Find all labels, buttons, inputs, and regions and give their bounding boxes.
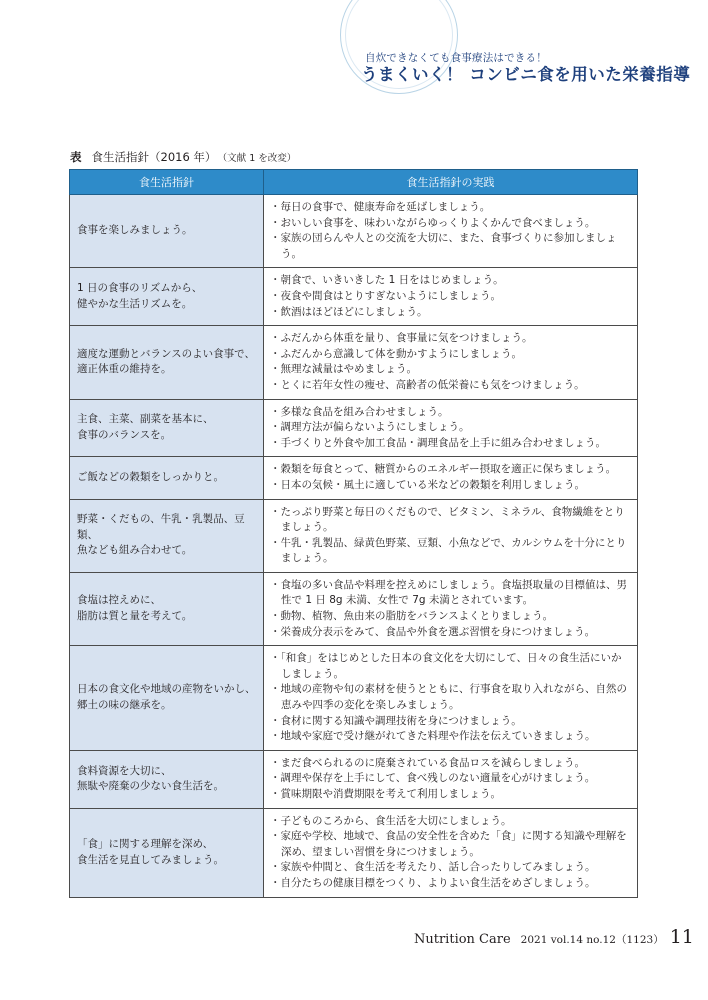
guideline-cell	[70, 195, 264, 268]
magazine-name: Nutrition Care	[414, 932, 511, 947]
practice-item: ・家庭や学校、地域で、食品の安全性を含めた「食」に関する知識や理解を深め、望ましい習慣を身につけましょう。	[270, 830, 627, 858]
practice-cell	[264, 572, 638, 645]
practice-item: ・とくに若年女性の痩せ、高齢者の低栄養にも気をつけましょう。	[270, 378, 585, 391]
header-guideline: 食生活指針	[70, 170, 264, 195]
practice-item: ・地域や家庭で受け継がれてきた料理や作法を伝えていきましょう。	[270, 730, 596, 743]
guideline-text: 食料資源を大切に、	[77, 764, 172, 777]
practice-cell	[264, 750, 638, 808]
practice-item: ・家族や仲間と、食生活を考えたり、話し合ったりしてみましょう。	[270, 861, 596, 874]
practice-cell	[264, 808, 638, 897]
practice-cell	[264, 195, 638, 268]
header-title: うまくいく！ コンビニ食を用いた栄養指導	[361, 65, 691, 84]
header-practice: 食生活指針の実践	[264, 170, 638, 195]
caption-title: 食生活指針（2016 年）	[91, 150, 217, 164]
guideline-text: 野菜・くだもの、牛乳・乳製品、豆類、	[77, 513, 245, 541]
guideline-text: 健やかな生活リズムを。	[77, 297, 193, 310]
guideline-text: 食塩は控えめに、	[77, 594, 161, 607]
table-caption	[70, 149, 296, 165]
table-row	[70, 646, 638, 751]
practice-item: ・自分たちの健康目標をつくり、よりよい食生活をめざしましょう。	[270, 876, 596, 889]
practice-item: ・毎日の食事で、健康寿命を延ばしましょう。	[270, 201, 491, 213]
table-body	[70, 195, 638, 898]
table-row	[70, 268, 638, 326]
table-row	[70, 750, 638, 808]
guideline-text: 魚なども組み合わせて。	[77, 544, 193, 557]
practice-item: ・夜食や間食はとりすぎないようにしましょう。	[270, 289, 501, 302]
practice-item: ・牛乳・乳製品、緑黄色野菜、豆類、小魚などで、カルシウムを十分にとりましょう。	[270, 536, 627, 565]
practice-item: ・穀類を毎食とって、糖質からのエネルギー摂取を適正に保ちましょう。	[270, 463, 617, 476]
practice-item: ・無理な減量はやめましょう。	[270, 363, 417, 376]
guideline-text: 1 日の食事のリズムから、	[77, 282, 203, 295]
practice-item: ・子どものころから、食生活を大切にしましょう。	[270, 814, 512, 827]
table-row	[70, 499, 638, 572]
guideline-cell	[70, 268, 264, 326]
practice-item: ・多様な食品を組み合わせましょう。	[270, 405, 449, 418]
dietary-guidelines-table	[69, 169, 638, 898]
guideline-text: 食生活を見直してみましょう。	[77, 853, 224, 866]
table-row	[70, 326, 638, 399]
table-row	[70, 572, 638, 645]
guideline-text: 無駄や廃棄の少ない食生活を。	[77, 780, 224, 793]
practice-item: ・手づくりと外食や加工食品・調理食品を上手に組み合わせましょう。	[270, 436, 606, 449]
practice-item: ・家族の団らんや人との交流を大切に、また、食事づくりに参加しましょう。	[270, 232, 617, 260]
page-footer	[414, 926, 694, 948]
guideline-cell	[70, 750, 264, 808]
guideline-text: 郷土の味の継承を。	[77, 699, 172, 712]
guideline-cell	[70, 457, 264, 499]
table-row	[70, 399, 638, 457]
practice-item: ・ふだんから体重を量り、食事量に気をつけましょう。	[270, 332, 533, 345]
practice-item: ・飲酒はほどほどにしましょう。	[270, 305, 428, 318]
practice-cell	[264, 457, 638, 499]
guideline-cell	[70, 646, 264, 751]
practice-cell	[264, 326, 638, 399]
practice-item: ・栄養成分表示をみて、食品や外食を選ぶ習慣を身につけましょう。	[270, 625, 596, 638]
practice-item: ・地域の産物や旬の素材を使うとともに、行事食を取り入れながら、自然の恵みや四季の変化を楽しみましょう。	[270, 683, 627, 712]
guideline-text: ご飯などの穀類をしっかりと。	[77, 471, 224, 484]
caption-label: 表	[70, 150, 82, 164]
practice-item: ・おいしい食事を、味わいながらゆっくりよくかんで食べましょう。	[270, 216, 596, 229]
guideline-cell	[70, 572, 264, 645]
guideline-text: 日本の食文化や地域の産物をいかし、	[77, 683, 256, 696]
issue-info: 2021 vol.14 no.12（1123）	[520, 934, 664, 946]
practice-item: ・賞味期限や消費期限を考えて利用しましょう。	[270, 788, 501, 800]
practice-item: ・ふだんから意識して体を動かすようにしましょう。	[270, 347, 522, 360]
practice-item: ・日本の気候・風土に適している米などの穀類を利用しましょう。	[270, 478, 585, 491]
practice-item: ・まだ食べられるのに廃棄されている食品ロスを減らしましょう。	[270, 756, 585, 769]
table-header-row	[70, 170, 638, 195]
table-row	[70, 195, 638, 268]
guideline-cell	[70, 399, 264, 457]
practice-cell	[264, 399, 638, 457]
practice-item: ・調理方法が偏らないようにしましょう。	[270, 421, 470, 434]
guideline-cell	[70, 326, 264, 399]
caption-source: （文献 1 を改変）	[222, 153, 297, 164]
table-row	[70, 457, 638, 499]
practice-item: ・食塩の多い食品や料理を控えめにしましょう。食塩摂取量の目標値は、男性で 1 日 8g 未満、女性で 7g 未満とされています。	[270, 578, 627, 607]
practice-item: ・朝食で、いきいきした 1 日をはじめましょう。	[270, 274, 504, 287]
practice-cell	[264, 499, 638, 572]
table-row	[70, 808, 638, 897]
practice-cell	[264, 268, 638, 326]
practice-item: ・「和食」をはじめとした日本の食文化を大切にして、日々の食生活にいかしましょう。	[270, 652, 622, 680]
guideline-text: 食事のバランスを。	[77, 428, 172, 441]
page-number: 11	[669, 926, 694, 948]
practice-item: ・調理や保存を上手にして、食べ残しのない適量を心がけましょう。	[270, 772, 596, 785]
guideline-text: 適正体重の維持を。	[77, 363, 172, 376]
guideline-cell	[70, 499, 264, 572]
practice-item: ・食材に関する知識や調理技術を身につけましょう。	[270, 714, 522, 727]
practice-item: ・動物、植物、魚由来の脂肪をバランスよくとりましょう。	[270, 610, 554, 623]
practice-item: ・たっぷり野菜と毎日のくだもので、ビタミン、ミネラル、食物繊維をとりましょう。	[270, 505, 625, 534]
guideline-text: 食事を楽しみましょう。	[77, 224, 193, 237]
guideline-text: 「食」に関する理解を深め、	[77, 837, 214, 850]
guideline-cell	[70, 808, 264, 897]
guideline-text: 適度な運動とバランスのよい食事で、	[77, 347, 255, 360]
header-subtitle: 自炊できなくても食事療法はできる！	[365, 52, 547, 64]
practice-cell	[264, 646, 638, 751]
guideline-text: 脂肪は質と量を考えて。	[77, 610, 193, 623]
guideline-text: 主食、主菜、副菜を基本に、	[77, 413, 214, 426]
